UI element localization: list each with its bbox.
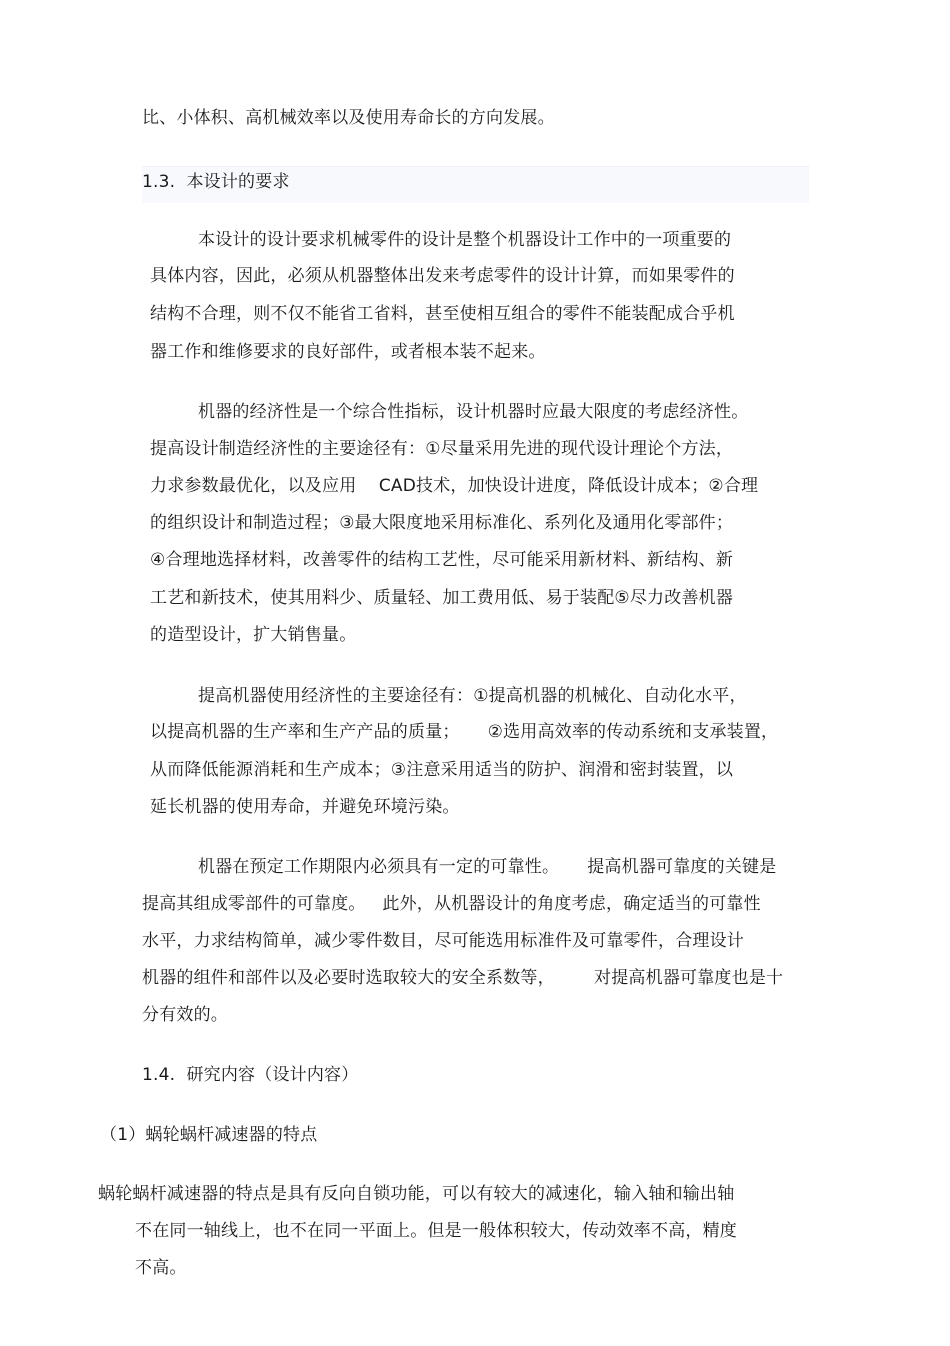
paragraph-line: 提高其组成零部件的可靠度。 此外，从机器设计的角度考虑，确定适当的可靠性 bbox=[142, 894, 761, 914]
paragraph-line: 工艺和新技术，使其用料少、质量轻、加工费用低、易于装配⑤尽力改善机器 bbox=[150, 588, 734, 608]
paragraph-line: 器工作和维修要求的良好部件，或者根本装不起来。 bbox=[150, 342, 546, 362]
intro-line: 比、小体积、高机械效率以及使用寿命长的方向发展。 bbox=[142, 108, 555, 128]
paragraph-line: 力求参数最优化，以及应用 CAD技术，加快设计进度，降低设计成本；②合理 bbox=[150, 476, 759, 496]
section-heading-1-4: 1.4. 研究内容（设计内容） bbox=[142, 1065, 359, 1085]
paragraph-line: 提高机器使用经济性的主要途径有：①提高机器的机械化、自动化水平， bbox=[198, 686, 747, 706]
paragraph-line: 水平，力求结构简单，减少零件数目，尽可能选用标准件及可靠零件，合理设计 bbox=[142, 931, 744, 951]
subsection-heading: （1）蜗轮蜗杆减速器的特点 bbox=[100, 1125, 318, 1145]
paragraph-line: 不高。 bbox=[135, 1258, 187, 1278]
paragraph-line: 机器的组件和部件以及必要时选取较大的安全系数等， 对提高机器可靠度也是十 bbox=[142, 968, 784, 988]
paragraph-line: 延长机器的使用寿命，并避免环境污染。 bbox=[150, 797, 460, 817]
paragraph-line: 从而降低能源消耗和生产成本；③注意采用适当的防护、润滑和密封装置，以 bbox=[150, 760, 734, 780]
paragraph-line: 蜗轮蜗杆减速器的特点是具有反向自锁功能，可以有较大的减速化，输入轴和输出轴 bbox=[98, 1184, 735, 1204]
paragraph-line: 不在同一轴线上，也不在同一平面上。但是一般体积较大，传动效率不高，精度 bbox=[135, 1221, 737, 1241]
paragraph-line: 的造型设计，扩大销售量。 bbox=[150, 625, 357, 645]
paragraph-line: 分有效的。 bbox=[142, 1005, 228, 1025]
paragraph-line: 具体内容，因此，必须从机器整体出发来考虑零件的设计计算，而如果零件的 bbox=[150, 266, 735, 286]
paragraph-line: 机器的经济性是一个综合性指标，设计机器时应最大限度的考虑经济性。 bbox=[198, 402, 749, 422]
paragraph-line: 机器在预定工作期限内必须具有一定的可靠性。 提高机器可靠度的关键是 bbox=[198, 857, 777, 877]
paragraph-line: 以提高机器的生产率和生产产品的质量； ②选用高效率的传动系统和支承装置， bbox=[150, 722, 779, 742]
paragraph-line: 结构不合理，则不仅不能省工省料，甚至使相互组合的零件不能装配成合乎机 bbox=[150, 304, 735, 324]
paragraph-line: 的组织设计和制造过程；③最大限度地采用标准化、系列化及通用化零部件； bbox=[150, 513, 734, 533]
paragraph-line: ④合理地选择材料，改善零件的结构工艺性，尽可能采用新材料、新结构、新 bbox=[150, 550, 734, 570]
paragraph-line: 本设计的设计要求机械零件的设计是整个机器设计工作中的一项重要的 bbox=[198, 230, 732, 250]
paragraph-line: 提高设计制造经济性的主要途径有：①尽量采用先进的现代设计理论个方法， bbox=[150, 439, 734, 459]
section-heading-1-3: 1.3. 本设计的要求 bbox=[142, 172, 290, 192]
